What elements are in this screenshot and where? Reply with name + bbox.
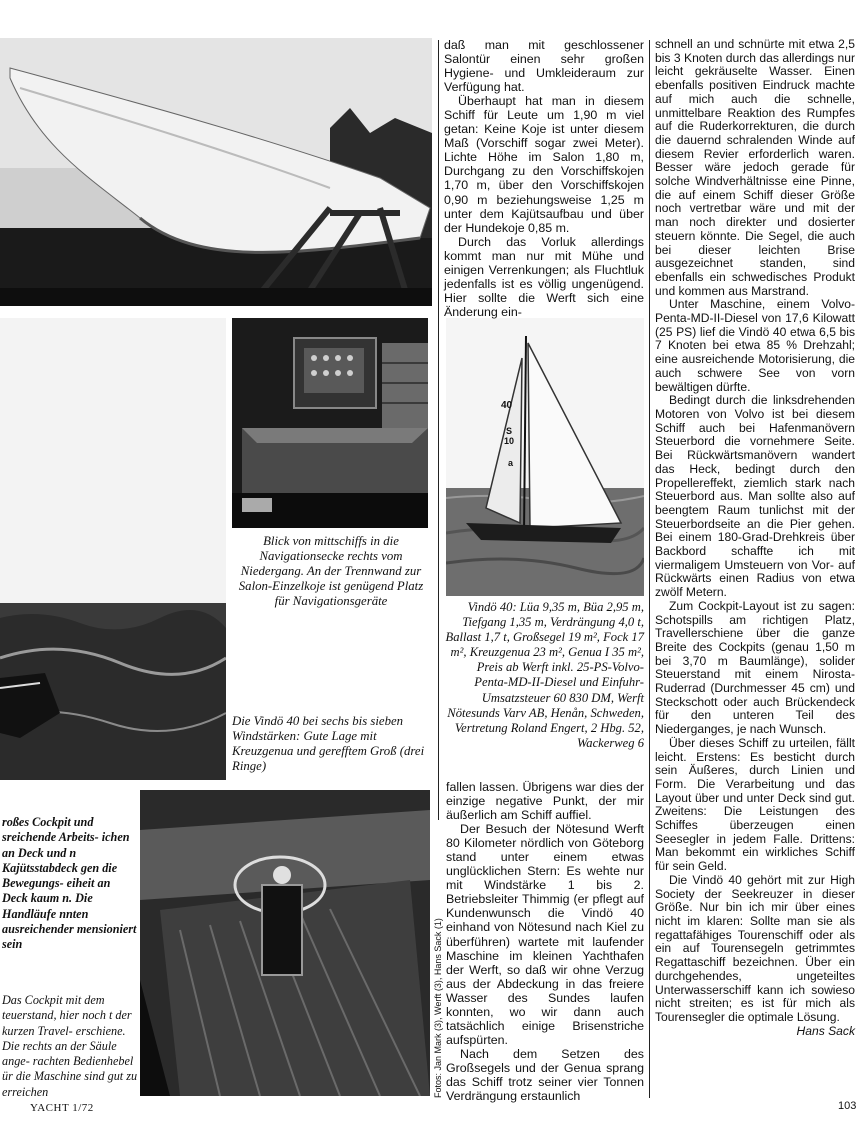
column-rule-left: [438, 40, 439, 820]
sail-letter-s: S: [506, 426, 513, 436]
caption-sea: Die Vindö 40 bei sechs bis sieben Windstärken: Gute Lage mit Kreuzgenua und gerefftem Groß (drei Ringe): [232, 714, 425, 773]
paragraph: Der Besuch der Nötesund Werft 80 Kilometer nördlich von Göteborg stand unter einem etwas unglücklichen Stern: Es wehte nur mit Windstärke 1 bis 2. Betriebsleiter Thimmig (er pflegt auf Kundenwunsch die Vindö 40 einhand von Nötesund nach Kiel zu überführen) wartete mit laufender Maschine im kleinen Yachthafen der Werft, so daß wir ohne Verzug aus der Abdeckung in das freiere Wasser des Sundes laufen konnten, wo wir dann auch tatsächlich einige Brisenstriche aufspürten.: [446, 822, 644, 1047]
column-rule-right: [649, 40, 650, 1098]
page-number: 103: [838, 1100, 857, 1112]
column-middle-top: [444, 38, 644, 319]
paragraph: Die Vindö 40 gehört mit zur High Society der Seekreuzer in dieser Größe. Nur bin ich mir über eines nicht im klaren: Sollte man sie als regattafähiges Tourenschiff oder als ein auf Tourensegeln getrimmtes Regattaschiff bezeichnen. Über ein durchgehendes, ungeteiltes Unterwasserschiff kann ich sowieso nicht streiten; es ist für mich als Tourensegler die optimale Lösung.: [655, 872, 855, 1024]
caption-cockpit-deck: roßes Cockpit und sreichende Arbeits- ichen an Deck und n Kajütsstabdeck gen die Bewegungs- eiheit an Deck kaum n. Die Handläufe nnten ausreichender mensioniert sein: [2, 815, 137, 952]
caption-navigation-corner: Blick von mittschiffs in die Navigationsecke rechts vom Niedergang. An der Trennwand zur Salon-Einzelkoje ist genügend Platz für Navigationsgeräte: [238, 534, 424, 608]
paragraph: Überhaupt hat man in diesem Schiff für Leute um 1,90 m viel getan: Keine Koje ist unter diesem Maß (Vorschiff sogar zwei Meter). Lichte Höhe im Salon 1,80 m, Durchgang zu den Vorschiffskojen 1,70 m, über den Vorschiffskojen 0,90 m beziehungsweise 1,25 m unter dem Kajütsaufbau und über der Hundekoje 0,85 m.: [444, 94, 644, 235]
paragraph: Bedingt durch die linksdrehenden Motoren von Volvo ist bei diesem Schiff auch bei Hafenmanövern Steuerbord die vornehmere Seite. Bei Rückwärtsmanövern wandert das Heck, bedingt durch den Propellereffekt, ziemlich stark nach Steuerbord aus. Man sollte also auf beengtem Raum tunlichst mit der Steuerbordseite an die Pier gehen. Bei einem 180-Grad-Drehkreis über Backbord schaffte ich mit viermaligem Umsteuern von Vor- auf Rückwärts einen Radius von etwa zwölf Metern.: [655, 393, 855, 600]
cockpit-photo: [140, 790, 430, 1096]
author-signature: Hans Sack: [796, 1023, 855, 1038]
photo-credit: Fotos: Jan Mark (3), Werft (3), Hans Sack (1): [433, 918, 443, 1098]
magazine-issue: YACHT 1/72: [30, 1102, 94, 1114]
column-middle-bottom: [446, 780, 644, 1103]
paragraph: Unter Maschine, einem Volvo-Penta-MD-II-Diesel von 17,6 Kilowatt (25 PS) lief die Vindö 40 etwa 6,5 bis 7 Knoten bei etwa 85 % Drehzahl; eine ausreichende Motorisierung, die auch schwere See von vorn bewältigen dürfte.: [655, 297, 855, 394]
caption-specifications: Vindö 40: Lüa 9,35 m, Büa 2,95 m, Tiefgang 1,35 m, Verdrängung 4,0 t, Ballast 1,7 t, Großsegel 19 m², Fock 17 m², Kreuzgenua 23 m², Genua I 35 m², Preis ab Werft inkl. 25-PS-Volvo-Penta-MD-II-Diesel und Einfuhr-Umsatzsteuer 60 830 DM, Werft Nötesunds Varv AB, Henån, Schweden, Vertretung Roland Engert, 2 Hbg. 52, Wackerweg 6: [445, 600, 644, 750]
sailing-yacht-photo: [446, 318, 644, 596]
sea-photo: [0, 318, 226, 780]
sail-number-10: 10: [504, 436, 515, 446]
paragraph: daß man mit geschlossener Salontür einen sehr großen Hygiene- und Umkleideraum zur Verfügung hat.: [444, 38, 644, 95]
sail-letter-a: a: [508, 458, 514, 468]
paragraph: Zum Cockpit-Layout ist zu sagen: Schotspills am richtigen Platz, Travellerschiene über die ganze Breite des Cockpits (genau 1,50 m bei 3,70 m Baumlänge), solider Steuerstand mit einem Nirosta-Ruderrad (Durchmesser 45 cm) und Steckschott oder auch Brückendeck für den unteren Teil des Niederganges, je nach Wunsch.: [655, 598, 855, 737]
paragraph: schnell an und schnürte mit etwa 2,5 bis 3 Knoten durch das allerdings nur leicht gekräuselte Wasser. Einen ebenfalls positiven Eindruck machte auf mich auch die schnelle, unmittelbare Reaktion des Rumpfes auf die Ruderkorrekturen, die durch die dauernd schralenden Winde auf diesem Revier erforderlich waren. Besser wäre jedoch gerade für solche Windverhältnisse eine Pinne, die auf einem Schiff dieser Größe noch vertretbar wäre und mit der man noch direkter und dosierter steuern könnte. Die Segel, die auch bei dieser leichten Brise ausgezeichnet standen, sind ebenfalls ein schwedisches Produkt und kommen aus Marstrand.: [655, 37, 855, 298]
caption-cockpit-steering: Das Cockpit mit dem teuerstand, hier noch t der kurzen Travel- erschiene. Die rechts an der Säule ange- rachten Bedienhebel ür die Maschine sind gut zu erreichen: [2, 993, 138, 1099]
navigation-corner-photo: [232, 318, 428, 528]
paragraph: Über dieses Schiff zu urteilen, fällt leicht. Erstens: Es besticht durch sein Äußeres, durch Linien und Form. Die Verarbeitung und das Layout über und unter Deck sind gut. Zweitens: Die Leistungen des Schiffes überzeugen einen Seesegler in jedem Falle. Drittens: Man bekommt ein wirkliches Schiff für sein Geld.: [655, 735, 855, 874]
paragraph: fallen lassen. Übrigens war dies der einzige negative Punkt, der mir äußerlich am Schiff auffiel.: [446, 780, 644, 823]
paragraph: Durch das Vorluk allerdings kommt man nur mit Mühe und einigen Verrenkungen; als Fluchtluk jedenfalls ist es völlig ungenügend. Hier sollte die Werft sich eine Änderung ein-: [444, 234, 644, 319]
column-right: [655, 38, 855, 1038]
hull-photo: [0, 38, 432, 306]
paragraph: Nach dem Setzen des Großsegels und der Genua sprang das Schiff trotz seiner vier Tonnen Verdrängung erstaunlich: [446, 1046, 644, 1104]
sail-number-40: 40: [501, 400, 513, 411]
